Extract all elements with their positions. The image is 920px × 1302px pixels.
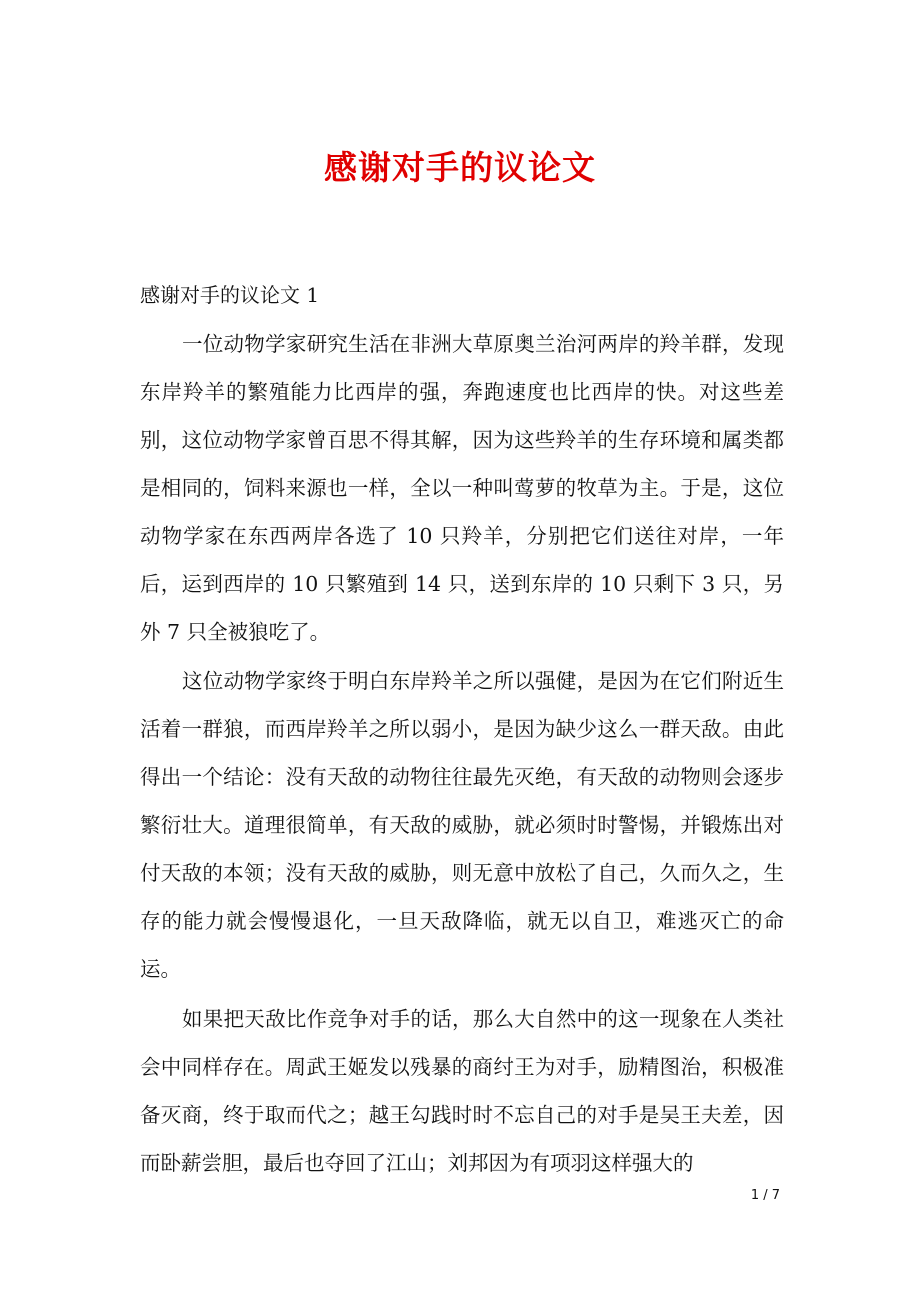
paragraph: 一位动物学家研究生活在非洲大草原奥兰治河两岸的羚羊群，发现东岸羚羊的繁殖能力比西岸的强，奔跑速度也比西岸的快。对这些差别，这位动物学家曾百思不得其解，因为这些羚羊的生存环境和属类都是相同的，饲料来源也一样，全以一种叫莺萝的牧草为主。于是，这位动物学家在东西两岸各选了 10 只羚羊，分别把它们送往对岸，一年后，运到西岸的 10 只繁殖到 14 只，送到东岸的 10 只剩下 3 只，另外 7 只全被狼吃了。 (140, 332, 784, 644)
section-heading: 感谢对手的议论文 1 (140, 283, 320, 307)
page-number: 1 / 7 (750, 1188, 780, 1203)
document-title: 感谢对手的议论文 (324, 148, 596, 187)
paragraph: 这位动物学家终于明白东岸羚羊之所以强健，是因为在它们附近生活着一群狼，而西岸羚羊之所以弱小，是因为缺少这么一群天敌。由此得出一个结论：没有天敌的动物往往最先灭绝，有天敌的动物则会逐步繁衍壮大。道理很简单，有天敌的威胁，就必须时时警惕，并锻炼出对付天敌的本领；没有天敌的威胁，则无意中放松了自己，久而久之，生存的能力就会慢慢退化，一旦天敌降临，就无以自卫，难逃灭亡的命运。 (140, 669, 784, 981)
paragraph: 如果把天敌比作竞争对手的话，那么大自然中的这一现象在人类社会中同样存在。周武王姬发以残暴的商纣王为对手，励精图治，积极准备灭商，终于取而代之；越王勾践时时不忘自己的对手是吴王夫差，因而卧薪尝胆，最后也夺回了江山；刘邦因为有项羽这样强大的 (140, 1007, 784, 1175)
